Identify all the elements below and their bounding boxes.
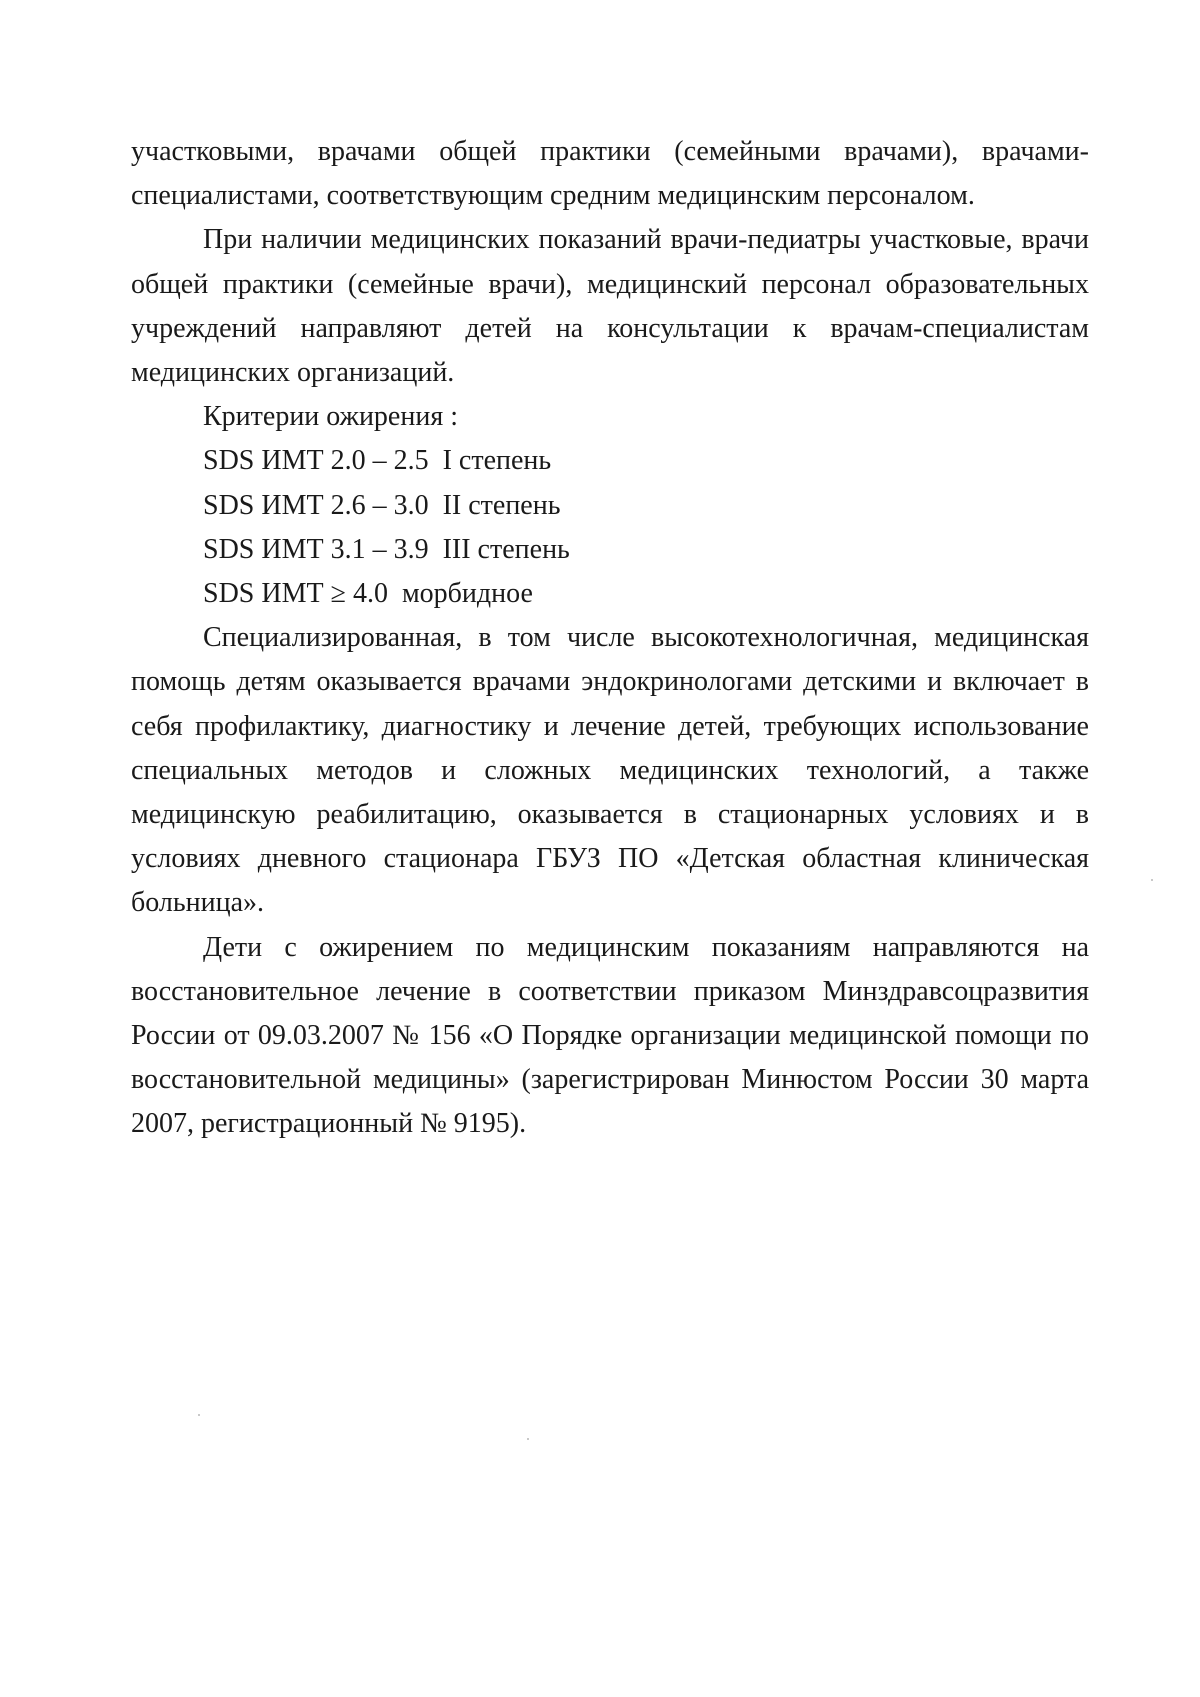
scan-speck [527, 1438, 529, 1440]
paragraph-specialized-care: Специализированная, в том числе высокотехнологичная, медицинская помощь детям оказывается врачами эндокринологами детскими и включает в себя профилактику, диагностику и лечение детей, требующих использование специальных методов и сложных медицинских технологий, а также медицинскую реабилитацию, оказывается в стационарных условиях и в условиях дневного стационара ГБУЗ ПО «Детская областная клиническая больница». [131, 622, 1089, 919]
criteria-item-morbid: SDS ИМТ ≥ 4.0 морбидное [203, 578, 533, 610]
criteria-item-degree-3: SDS ИМТ 3.1 – 3.9 III степень [203, 533, 570, 565]
scan-speck [198, 1414, 200, 1416]
paragraph-referral: При наличии медицинских показаний врачи-педиатры участковые, врачи общей практики (семейные врачи), медицинский персонал образовательных учреждений направляют детей на консультации к врачам-специалистам медицинских организаций. [131, 224, 1089, 389]
criteria-item-degree-2: SDS ИМТ 2.6 – 3.0 II степень [203, 489, 561, 521]
paragraph-continuation: участковыми, врачами общей практики (семейными врачами), врачами-специалистами, соответствующим средним медицинским персоналом. [131, 136, 1089, 212]
criteria-item-degree-1: SDS ИМТ 2.0 – 2.5 I степень [203, 445, 552, 477]
document-body [131, 130, 1089, 1147]
scan-speck [1151, 879, 1153, 881]
criteria-heading: Критерии ожирения : [203, 401, 458, 433]
paragraph-rehabilitation: Дети с ожирением по медицинским показаниям направляются на восстановительное лечение в соответствии приказом Минздравсоцразвития России от 09.03.2007 № 156 «О Порядке организации медицинской помощи по восстановительной медицины» (зарегистрирован Минюстом России 30 марта 2007, регистрационный № 9195). [131, 931, 1089, 1140]
